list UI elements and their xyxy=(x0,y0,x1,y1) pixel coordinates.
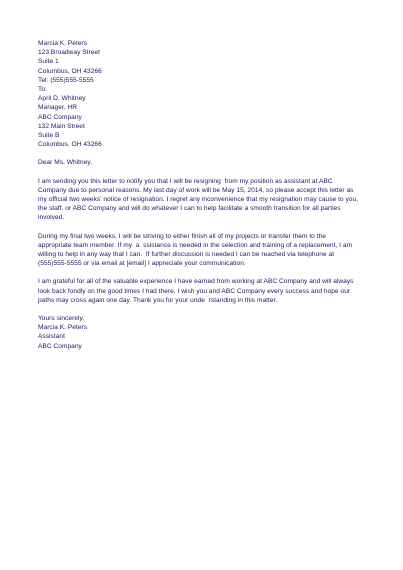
paragraph-line: During my final two weeks, I will be striving to either finish all of my projects or transfer them to the xyxy=(38,232,326,240)
sender-phone: Tel: (555)555-5555 xyxy=(38,76,94,84)
signature-name: Marcia K. Peters xyxy=(38,324,88,332)
sender-block xyxy=(38,39,368,94)
sender-name: Marcia K. Peters xyxy=(38,40,88,47)
letter-body xyxy=(38,39,368,351)
recipient-name: April D. Whitney xyxy=(38,95,86,103)
paragraph-line: paths may cross again one day. Thank you for your unde rstanding in this matter. xyxy=(38,296,278,304)
paragraph-line: my official two weeks' notice of resignation. I regret any inconvenience that my resignation may cause to you, xyxy=(38,196,358,204)
signature-title: Assistant xyxy=(38,333,65,341)
recipient-street: 132 Main Street xyxy=(38,122,85,130)
paragraph-line: Company due to personal reasons. My last day of work will be May 15, 2014, so please accept this letter as xyxy=(38,186,354,194)
sender-city: Columbus, OH 43266 xyxy=(38,67,102,75)
recipient-company: ABC Company xyxy=(38,113,82,121)
sender-street: 123 Broadway Street xyxy=(38,49,100,57)
paragraph-line: (555)555-5555 or via email at [email] I appreciate your communication. xyxy=(38,260,246,268)
to-label: To: xyxy=(38,86,47,94)
paragraph-gratitude xyxy=(38,277,368,305)
sender-suite: Suite 1 xyxy=(38,58,59,66)
paragraph-line: appropriate team member. If my a ssistance is needed in the selection and training of a replacement, I am xyxy=(38,241,353,249)
paragraph-resignation xyxy=(38,177,368,223)
recipient-title: Manager, HR xyxy=(38,104,78,112)
paragraph-line: I am grateful for all of the valuable experience I have earned from working at ABC Company and will always xyxy=(38,278,354,286)
paragraph-transition xyxy=(38,232,368,269)
closing-phrase: Yours sincerely, xyxy=(38,315,85,323)
salutation: Dear Ms. Whitney, xyxy=(38,159,93,167)
closing-block xyxy=(38,314,368,351)
paragraph-line: I am sending you this letter to notify you that I will be resigning from my position as assistant at ABC xyxy=(38,177,333,185)
paragraph-line: involved. xyxy=(38,214,65,222)
paragraph-line: the staff, or ABC Company and will do whatever I can to help facilitate a smooth transition for all parties xyxy=(38,205,341,213)
paragraph-line: look back fondly on the good times I had there. I wish you and ABC Company every success and hope our xyxy=(38,287,351,295)
signature-company: ABC Company xyxy=(38,342,82,350)
recipient-city: Columbus, OH 43266 xyxy=(38,141,102,149)
recipient-block xyxy=(38,94,368,149)
paragraph-line: willing to help in any way that I can. If further discussion is needed I can be reached via telephone at xyxy=(38,251,335,259)
recipient-suite: Suite B xyxy=(38,132,60,140)
